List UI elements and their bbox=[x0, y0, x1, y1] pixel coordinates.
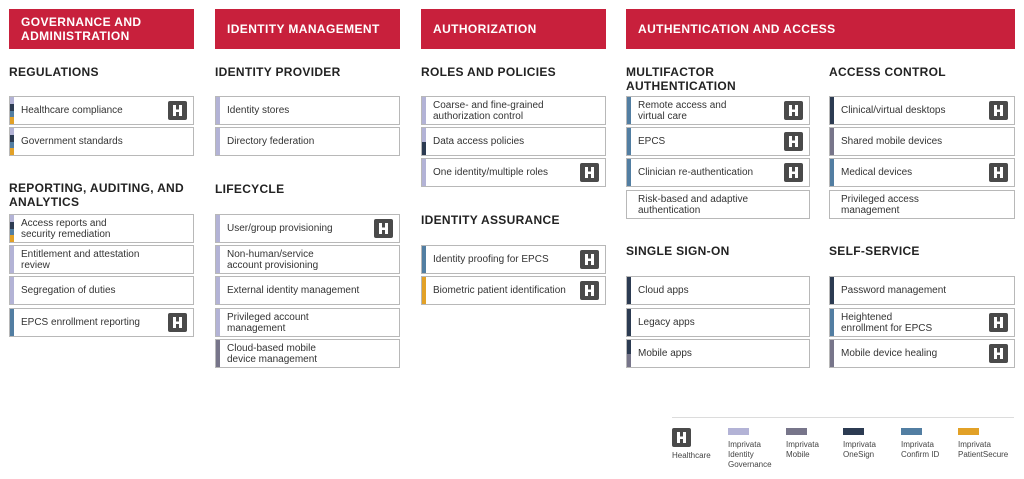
item-government-standards bbox=[9, 127, 194, 156]
product-bar-segment-confirm_id bbox=[627, 97, 631, 124]
product-bar bbox=[216, 340, 220, 367]
product-bar-segment-onesign bbox=[10, 104, 14, 111]
product-bar bbox=[830, 97, 834, 124]
item-clinician-reauth bbox=[626, 158, 810, 187]
product-bar bbox=[422, 128, 426, 155]
swatch-onesign bbox=[843, 428, 864, 435]
product-bar bbox=[216, 97, 220, 124]
item-shared-mobile-devices bbox=[829, 127, 1015, 156]
legend-label: Imprivata Confirm ID bbox=[901, 440, 940, 459]
section-title-mfa: MULTIFACTOR AUTHENTICATION bbox=[626, 65, 736, 93]
item-password-management bbox=[829, 276, 1015, 305]
item-directory-federation bbox=[215, 127, 400, 156]
item-healthcare-compliance bbox=[9, 96, 194, 125]
item-identity-proofing-epcs bbox=[421, 245, 606, 274]
item-label: EPCS enrollment reporting bbox=[21, 317, 140, 328]
swatch-patientsecure bbox=[958, 428, 979, 435]
product-bar-segment-identity_governance bbox=[422, 97, 426, 124]
product-bar-segment-identity_governance bbox=[216, 246, 220, 273]
legend-item-confirm-id bbox=[901, 428, 951, 460]
product-bar bbox=[216, 215, 220, 242]
legend-item-identity-governance bbox=[728, 428, 780, 470]
legend-label: Imprivata Mobile bbox=[786, 440, 819, 459]
legend-item-healthcare bbox=[672, 428, 711, 461]
column-header-authorization: AUTHORIZATION bbox=[421, 9, 606, 49]
product-bar bbox=[627, 340, 631, 367]
legend-label: Healthcare bbox=[672, 451, 711, 460]
legend-item-mobile bbox=[786, 428, 832, 460]
product-bar-segment-confirm_id bbox=[10, 111, 14, 118]
item-label: Identity proofing for EPCS bbox=[433, 254, 549, 265]
item-label: Risk-based and adaptive authentication bbox=[638, 193, 749, 216]
item-label: Biometric patient identification bbox=[433, 285, 566, 296]
item-segregation-duties bbox=[9, 276, 194, 305]
legend bbox=[672, 417, 1014, 473]
item-label: Clinician re-authentication bbox=[638, 167, 754, 178]
item-privileged-access bbox=[829, 190, 1015, 219]
item-label: Legacy apps bbox=[638, 317, 695, 328]
item-label: Coarse- and fine-grained authorization control bbox=[433, 99, 544, 122]
product-bar bbox=[422, 246, 426, 273]
healthcare-badge-icon bbox=[168, 313, 187, 332]
section-title-sso: SINGLE SIGN-ON bbox=[626, 244, 730, 258]
product-bar-segment-identity_governance bbox=[216, 277, 220, 304]
product-bar bbox=[422, 159, 426, 186]
healthcare-badge-icon bbox=[580, 281, 599, 300]
section-title-assurance: IDENTITY ASSURANCE bbox=[421, 213, 560, 227]
product-bar-segment-onesign bbox=[10, 135, 14, 142]
product-bar bbox=[10, 128, 14, 155]
item-label: Medical devices bbox=[841, 167, 913, 178]
product-bar-segment-patientsecure bbox=[10, 235, 14, 242]
product-bar bbox=[10, 215, 14, 242]
product-bar bbox=[627, 128, 631, 155]
item-mobile-apps bbox=[626, 339, 810, 368]
product-bar bbox=[422, 277, 426, 304]
product-bar bbox=[830, 340, 834, 367]
item-label: Government standards bbox=[21, 136, 123, 147]
product-bar-segment-confirm_id bbox=[422, 246, 426, 273]
product-bar bbox=[216, 246, 220, 273]
item-label: Heightened enrollment for EPCS bbox=[841, 311, 933, 334]
product-bar-segment-identity_governance bbox=[216, 128, 220, 155]
product-bar bbox=[422, 97, 426, 124]
product-bar-segment-confirm_id bbox=[10, 309, 14, 336]
item-label: Cloud apps bbox=[638, 285, 689, 296]
item-label: Privileged access management bbox=[841, 193, 919, 216]
item-label: Privileged account management bbox=[227, 311, 309, 334]
section-title-access-control: ACCESS CONTROL bbox=[829, 65, 946, 79]
item-risk-based-auth bbox=[626, 190, 810, 219]
product-bar-segment-patientsecure bbox=[10, 117, 14, 124]
item-user-group-provisioning bbox=[215, 214, 400, 243]
item-label: Segregation of duties bbox=[21, 285, 116, 296]
product-bar-segment-confirm_id bbox=[627, 128, 631, 155]
product-bar bbox=[216, 309, 220, 336]
item-label: Clinical/virtual desktops bbox=[841, 105, 946, 116]
item-clinical-desktops bbox=[829, 96, 1015, 125]
product-bar bbox=[10, 97, 14, 124]
product-bar bbox=[10, 309, 14, 336]
product-bar-segment-confirm_id bbox=[10, 229, 14, 236]
legend-label: Imprivata OneSign bbox=[843, 440, 876, 459]
item-label: Non-human/service account provisioning bbox=[227, 248, 319, 271]
item-epcs bbox=[626, 127, 810, 156]
product-bar-segment-onesign bbox=[627, 277, 631, 304]
product-bar-segment-identity_governance bbox=[216, 309, 220, 336]
healthcare-badge-icon bbox=[989, 313, 1008, 332]
item-medical-devices bbox=[829, 158, 1015, 187]
section-title-identity-provider: IDENTITY PROVIDER bbox=[215, 65, 341, 79]
product-bar-segment-mobile bbox=[627, 354, 631, 368]
swatch-identity-governance bbox=[728, 428, 749, 435]
item-label: Access reports and security remediation bbox=[21, 217, 111, 240]
legend-label: Imprivata PatientSecure bbox=[958, 440, 1009, 459]
item-label: Directory federation bbox=[227, 136, 315, 147]
legend-item-patientsecure bbox=[958, 428, 1014, 460]
product-bar bbox=[830, 277, 834, 304]
product-bar-segment-onesign bbox=[627, 309, 631, 336]
product-bar-segment-patientsecure bbox=[422, 277, 426, 304]
item-label: User/group provisioning bbox=[227, 223, 333, 234]
product-bar-segment-onesign bbox=[830, 97, 834, 124]
product-bar-segment-identity_governance bbox=[10, 246, 14, 273]
item-legacy-apps bbox=[626, 308, 810, 337]
item-biometric-patient-id bbox=[421, 276, 606, 305]
product-bar bbox=[830, 128, 834, 155]
column-header-identity: IDENTITY MANAGEMENT bbox=[215, 9, 400, 49]
section-title-regulations: REGULATIONS bbox=[9, 65, 99, 79]
healthcare-badge-icon bbox=[989, 101, 1008, 120]
item-mobile-device-healing bbox=[829, 339, 1015, 368]
product-bar-segment-identity_governance bbox=[10, 215, 14, 222]
product-bar bbox=[10, 246, 14, 273]
item-coarse-fine-grained bbox=[421, 96, 606, 125]
item-label: Entitlement and attestation review bbox=[21, 248, 140, 271]
healthcare-badge-icon bbox=[374, 219, 393, 238]
product-bar-segment-identity_governance bbox=[216, 97, 220, 124]
swatch-confirm-id bbox=[901, 428, 922, 435]
product-bar-segment-identity_governance bbox=[10, 97, 14, 104]
healthcare-badge-icon bbox=[672, 428, 691, 447]
item-label: Mobile device healing bbox=[841, 348, 938, 359]
swatch-mobile bbox=[786, 428, 807, 435]
healthcare-badge-icon bbox=[784, 132, 803, 151]
item-label: Password management bbox=[841, 285, 947, 296]
product-bar-segment-identity_governance bbox=[422, 159, 426, 186]
product-bar bbox=[10, 277, 14, 304]
product-bar-segment-identity_governance bbox=[422, 128, 426, 142]
product-bar bbox=[216, 128, 220, 155]
column-header-governance: GOVERNANCE AND ADMINISTRATION bbox=[9, 9, 194, 49]
product-bar-segment-confirm_id bbox=[830, 159, 834, 186]
healthcare-badge-icon bbox=[989, 163, 1008, 182]
item-privileged-account bbox=[215, 308, 400, 337]
column-header-authentication: AUTHENTICATION AND ACCESS bbox=[626, 9, 1015, 49]
product-bar-segment-mobile bbox=[830, 128, 834, 155]
item-external-identity bbox=[215, 276, 400, 305]
product-bar bbox=[627, 277, 631, 304]
item-label: Mobile apps bbox=[638, 348, 692, 359]
product-bar bbox=[627, 159, 631, 186]
section-title-roles: ROLES AND POLICIES bbox=[421, 65, 556, 79]
item-identity-stores bbox=[215, 96, 400, 125]
item-entitlement-review bbox=[9, 245, 194, 274]
healthcare-badge-icon bbox=[784, 163, 803, 182]
item-cloud-apps bbox=[626, 276, 810, 305]
product-bar bbox=[216, 277, 220, 304]
healthcare-badge-icon bbox=[168, 101, 187, 120]
product-bar-segment-mobile bbox=[830, 340, 834, 367]
item-one-identity-multiple-roles bbox=[421, 158, 606, 187]
product-bar-segment-identity_governance bbox=[10, 277, 14, 304]
item-non-human-provisioning bbox=[215, 245, 400, 274]
item-label: Cloud-based mobile device management bbox=[227, 342, 318, 365]
item-remote-access bbox=[626, 96, 810, 125]
product-bar-segment-identity_governance bbox=[10, 128, 14, 135]
section-title-self-service: SELF-SERVICE bbox=[829, 244, 920, 258]
healthcare-badge-icon bbox=[784, 101, 803, 120]
healthcare-badge-icon bbox=[580, 163, 599, 182]
product-bar-segment-onesign bbox=[830, 277, 834, 304]
product-bar-segment-onesign bbox=[627, 340, 631, 354]
item-label: Healthcare compliance bbox=[21, 105, 123, 116]
item-epcs-enrollment-reporting bbox=[9, 308, 194, 337]
item-label: Remote access and virtual care bbox=[638, 99, 727, 122]
item-access-reports bbox=[9, 214, 194, 243]
item-label: EPCS bbox=[638, 136, 666, 147]
product-bar-segment-confirm_id bbox=[627, 159, 631, 186]
product-bar-segment-confirm_id bbox=[10, 142, 14, 149]
item-heightened-enrollment bbox=[829, 308, 1015, 337]
product-bar bbox=[627, 309, 631, 336]
item-label: External identity management bbox=[227, 285, 360, 296]
section-title-lifecycle: LIFECYCLE bbox=[215, 182, 285, 196]
item-label: Shared mobile devices bbox=[841, 136, 943, 147]
product-bar-segment-onesign bbox=[422, 142, 426, 156]
legend-item-onesign bbox=[843, 428, 889, 460]
product-bar-segment-patientsecure bbox=[10, 148, 14, 155]
legend-label: Imprivata Identity Governance bbox=[728, 440, 772, 469]
item-data-access-policies bbox=[421, 127, 606, 156]
item-cloud-mdm bbox=[215, 339, 400, 368]
item-label: One identity/multiple roles bbox=[433, 167, 549, 178]
product-bar-segment-mobile bbox=[216, 340, 220, 367]
item-label: Identity stores bbox=[227, 105, 290, 116]
product-bar-segment-confirm_id bbox=[830, 309, 834, 336]
healthcare-badge-icon bbox=[580, 250, 599, 269]
item-label: Data access policies bbox=[433, 136, 525, 147]
product-bar bbox=[830, 159, 834, 186]
product-bar-segment-identity_governance bbox=[216, 215, 220, 242]
section-title-reporting: REPORTING, AUDITING, AND ANALYTICS bbox=[9, 181, 184, 209]
product-bar-segment-onesign bbox=[10, 222, 14, 229]
product-bar bbox=[830, 309, 834, 336]
healthcare-badge-icon bbox=[989, 344, 1008, 363]
product-bar bbox=[627, 97, 631, 124]
